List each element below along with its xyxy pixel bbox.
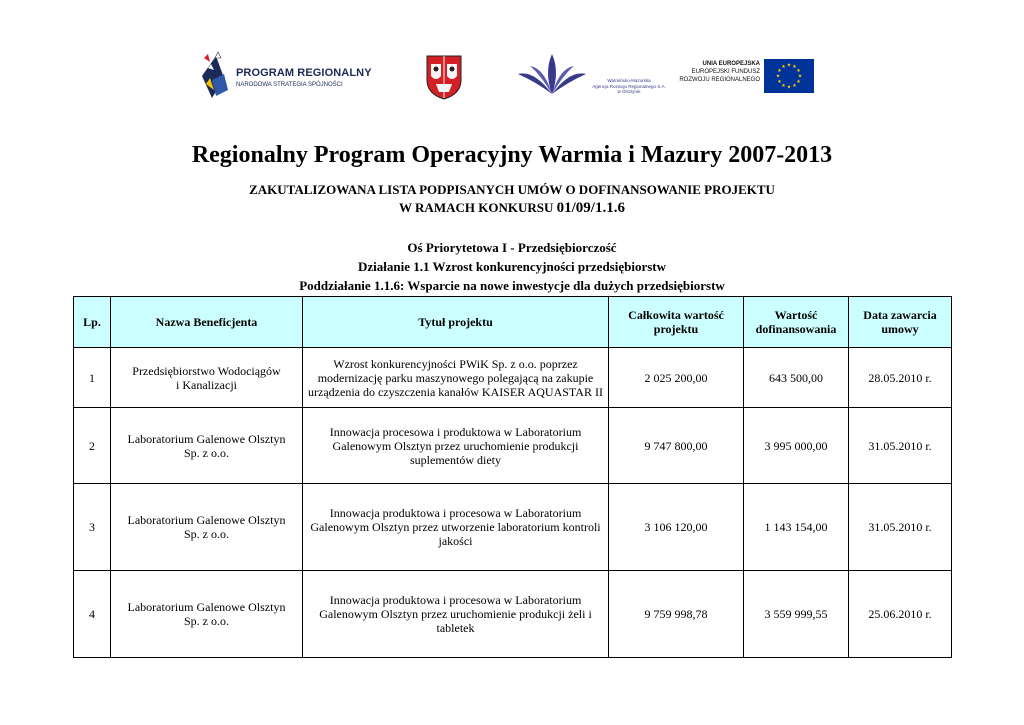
eu-name-line: UNIA EUROPEJSKA	[702, 61, 760, 67]
subaction-title: Poddziałanie 1.1.6: Wsparcie na nowe inwestycje dla dużych przedsiębiorstw	[299, 278, 725, 293]
cell-lp: 1	[74, 348, 111, 408]
document-subtitle-line1: ZAKUTALIZOWANA LISTA PODPISANYCH UMÓW O DOFINANSOWANIE PROJEKTU	[249, 182, 775, 197]
cell-date: 28.05.2010 r.	[849, 348, 952, 408]
cell-cofinancing: 3 559 999,55	[744, 571, 849, 658]
cell-cofinancing: 643 500,00	[744, 348, 849, 408]
text-line: Sp. z o.o.	[184, 614, 229, 628]
text-line: Galenowym Olsztyn przez utworzenie laboratorium kontroli	[310, 520, 601, 534]
eu-fund-name	[676, 60, 760, 84]
cell-total-value: 3 106 120,00	[609, 484, 744, 571]
agency-logo	[516, 52, 666, 102]
column-header-beneficiary: Nazwa Beneficjenta	[111, 297, 303, 348]
eu-name-line: EUROPEJSKI FUNDUSZ	[691, 69, 760, 75]
text-line: Wzrost konkurencyjności PWiK Sp. z o.o. poprzez	[333, 356, 578, 371]
column-header-line: Data zawarcia	[863, 308, 937, 322]
eu-star-icon: ★	[796, 68, 801, 75]
agency-wings-icon	[516, 52, 588, 102]
cell-total-value: 2 025 200,00	[609, 348, 744, 408]
text-line: jakości	[438, 534, 473, 548]
column-header-total-value	[609, 297, 744, 348]
text-line: i Kanalizacji	[176, 377, 237, 392]
text-line: Przedsiębiorstwo Wodociągów	[132, 363, 281, 378]
eu-star-icon: ★	[786, 62, 792, 69]
text-line: Innowacja produktowa i procesowa w Laboratorium	[329, 506, 582, 520]
agency-name	[592, 78, 666, 95]
cell-lp: 3	[74, 484, 111, 571]
text-line: Laboratorium Galenowe Olsztyn	[127, 513, 286, 527]
column-header-line: Wartość	[774, 308, 818, 322]
table-row	[74, 484, 952, 571]
cell-date: 31.05.2010 r.	[849, 484, 952, 571]
program-regionalny-subtitle: NARODOWA STRATEGIA SPÓJNOŚCI	[236, 82, 343, 88]
cell-total-value: 9 759 998,78	[609, 571, 744, 658]
eu-star-icon: ★	[777, 79, 782, 86]
cell-beneficiary	[111, 484, 303, 571]
table-row	[74, 408, 952, 484]
text-line: Innowacja produktowa i procesowa w Laboratorium	[329, 593, 582, 607]
program-regionalny-logo	[198, 50, 378, 102]
eu-logo	[676, 56, 816, 96]
signed-contracts-table	[73, 296, 952, 658]
document-title: Regionalny Program Operacyjny Warmia i Mazury 2007-2013	[191, 142, 833, 168]
text-line: Innowacja procesowa i produktowa w Laboratorium	[329, 424, 582, 439]
cell-date: 31.05.2010 r.	[849, 408, 952, 484]
text-line: Sp. z o.o.	[184, 527, 229, 541]
cell-beneficiary	[111, 348, 303, 408]
warmia-mazury-crest-logo	[424, 54, 464, 100]
eu-star-icon: ★	[797, 73, 803, 80]
text-line: Sp. z o.o.	[184, 445, 229, 460]
text-line: Laboratorium Galenowe Olsztyn	[127, 431, 286, 446]
eu-star-icon: ★	[792, 64, 797, 71]
cell-cofinancing: 3 995 000,00	[744, 408, 849, 484]
table-header-row	[74, 297, 952, 348]
text-line: Laboratorium Galenowe Olsztyn	[127, 600, 286, 614]
cell-cofinancing: 1 143 154,00	[744, 484, 849, 571]
eu-star-icon: ★	[792, 83, 797, 90]
text-line: modernizację parku maszynowego polegającą na zakupie	[317, 370, 594, 385]
text-line: suplementów diety	[410, 452, 501, 467]
column-header-line: umowy	[881, 322, 919, 336]
document-subtitle-line2	[0, 200, 1024, 217]
text-line: Galenowym Olsztyn przez uruchomienie produkcji żeli i	[319, 607, 592, 621]
column-header-date	[849, 297, 952, 348]
cell-title	[303, 484, 609, 571]
eu-name-line: ROZWOJU REGIONALNEGO	[679, 77, 760, 83]
column-header-lp: Lp.	[74, 297, 111, 348]
eu-star-icon: ★	[777, 68, 782, 75]
column-header-line: projektu	[653, 322, 699, 336]
eu-flag-icon	[764, 59, 814, 93]
cell-beneficiary	[111, 408, 303, 484]
text-line: Galenowym Olsztyn przez uruchomienie produkcji	[332, 438, 579, 453]
cell-title	[303, 571, 609, 658]
eu-star-icon: ★	[781, 83, 786, 90]
program-regionalny-title: PROGRAM REGIONALNY	[236, 67, 372, 79]
coat-of-arms-icon	[424, 54, 464, 100]
action-title: Działanie 1.1 Wzrost konkurencyjności przedsiębiorstw	[357, 259, 667, 274]
program-regionalny-mark-icon	[198, 50, 234, 102]
agency-name-line: Warmińsko-Mazurska	[607, 78, 651, 83]
cell-title	[303, 348, 609, 408]
cell-lp: 4	[74, 571, 111, 658]
cell-lp: 2	[74, 408, 111, 484]
competition-number: 01/09/1.1.6	[556, 200, 625, 216]
cell-beneficiary	[111, 571, 303, 658]
agency-name-line: Agencja Rozwoju Regionalnego S.A.	[592, 83, 666, 89]
column-header-line: dofinansowania	[755, 322, 837, 336]
eu-star-icon: ★	[786, 84, 792, 91]
cell-total-value: 9 747 800,00	[609, 408, 744, 484]
priority-axis: Oś Priorytetowa I - Przedsiębiorczość	[407, 240, 617, 255]
table-row	[74, 571, 952, 658]
eu-star-icon: ★	[775, 73, 781, 80]
competition-label: W RAMACH KONKURSU	[399, 200, 554, 215]
eu-star-icon: ★	[781, 64, 786, 71]
cell-title	[303, 408, 609, 484]
table-row	[74, 348, 952, 408]
cell-date: 25.06.2010 r.	[849, 571, 952, 658]
column-header-cofinancing	[744, 297, 849, 348]
agency-name-line: w Olsztynie	[617, 89, 641, 95]
eu-star-icon: ★	[796, 79, 801, 86]
column-header-title: Tytuł projektu	[303, 297, 609, 348]
text-line: tabletek	[436, 621, 475, 635]
column-header-line: Całkowita wartość	[628, 308, 724, 322]
text-line: urządzenia do czyszczenia kanałów KAISER AQUASTAR II	[308, 384, 603, 399]
